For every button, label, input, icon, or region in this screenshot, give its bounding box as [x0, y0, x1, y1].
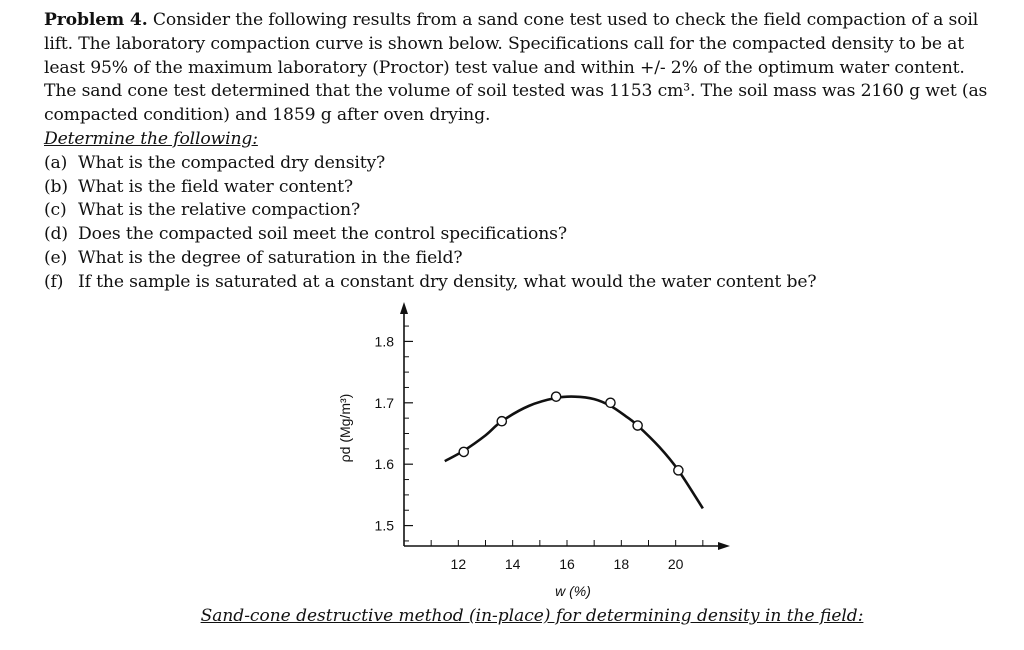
data-point: [606, 398, 615, 407]
data-point: [497, 417, 506, 426]
question-text: What is the compacted dry density?: [78, 152, 386, 173]
x-axis-arrow-icon: [718, 542, 730, 550]
data-point: [633, 421, 642, 430]
x-tick-label: 16: [559, 556, 575, 572]
y-axis-arrow-icon: [400, 302, 408, 314]
x-tick-label: 18: [613, 556, 630, 572]
y-tick-label: 1.5: [374, 517, 394, 534]
x-tick-label: 20: [667, 556, 684, 572]
question-label: (c): [44, 200, 67, 221]
question-text: What is the field water content?: [78, 176, 353, 197]
question-text: If the sample is saturated at a constant dry density, what would the water content be?: [78, 271, 817, 292]
data-point: [459, 447, 468, 456]
compaction-curve-line: [445, 397, 703, 509]
question-label: (e): [44, 247, 68, 268]
x-tick-label: 12: [450, 556, 467, 572]
question-label: (d): [44, 224, 68, 245]
question-text: What is the relative compaction?: [78, 200, 361, 221]
chart-series: [445, 392, 703, 508]
question-label: (f): [44, 271, 64, 292]
problem-heading: Problem 4.: [44, 10, 148, 30]
figure-caption: Sand-cone destructive method (in-place) for determining density in the field:: [200, 606, 864, 626]
x-tick-label: 14: [504, 556, 521, 572]
x-axis-label: w (%): [555, 583, 591, 599]
determine-heading: Determine the following:: [44, 128, 258, 149]
data-point: [552, 392, 561, 401]
problem-text: Consider the following results from a sand cone test used to check the field compaction of a soil lift. The laboratory compaction curve is shown below. Specifications call for the compacted density to be at least 95% of the maximum laboratory (Proctor) test value and within +/- 2% of the optimum water content. The sand cone test determined that the volume of soil tested was 1153 cm³. The soil mass was 2160 g wet (as compacted condition) and 1859 g after oven drying.: [44, 10, 988, 126]
question-label: (b): [44, 176, 68, 197]
chart-axes: [400, 302, 730, 550]
y-tick-label: 1.8: [374, 333, 394, 350]
question-text: Does the compacted soil meet the control specifications?: [78, 224, 567, 245]
question-text: What is the degree of saturation in the field?: [78, 247, 463, 268]
y-tick-label: 1.6: [374, 456, 394, 473]
data-point: [674, 466, 683, 475]
y-tick-label: 1.7: [374, 394, 394, 411]
chart-ticks: [375, 326, 703, 572]
y-axis-label: ρd (Mg/m³): [337, 393, 353, 463]
question-label: (a): [44, 152, 68, 173]
